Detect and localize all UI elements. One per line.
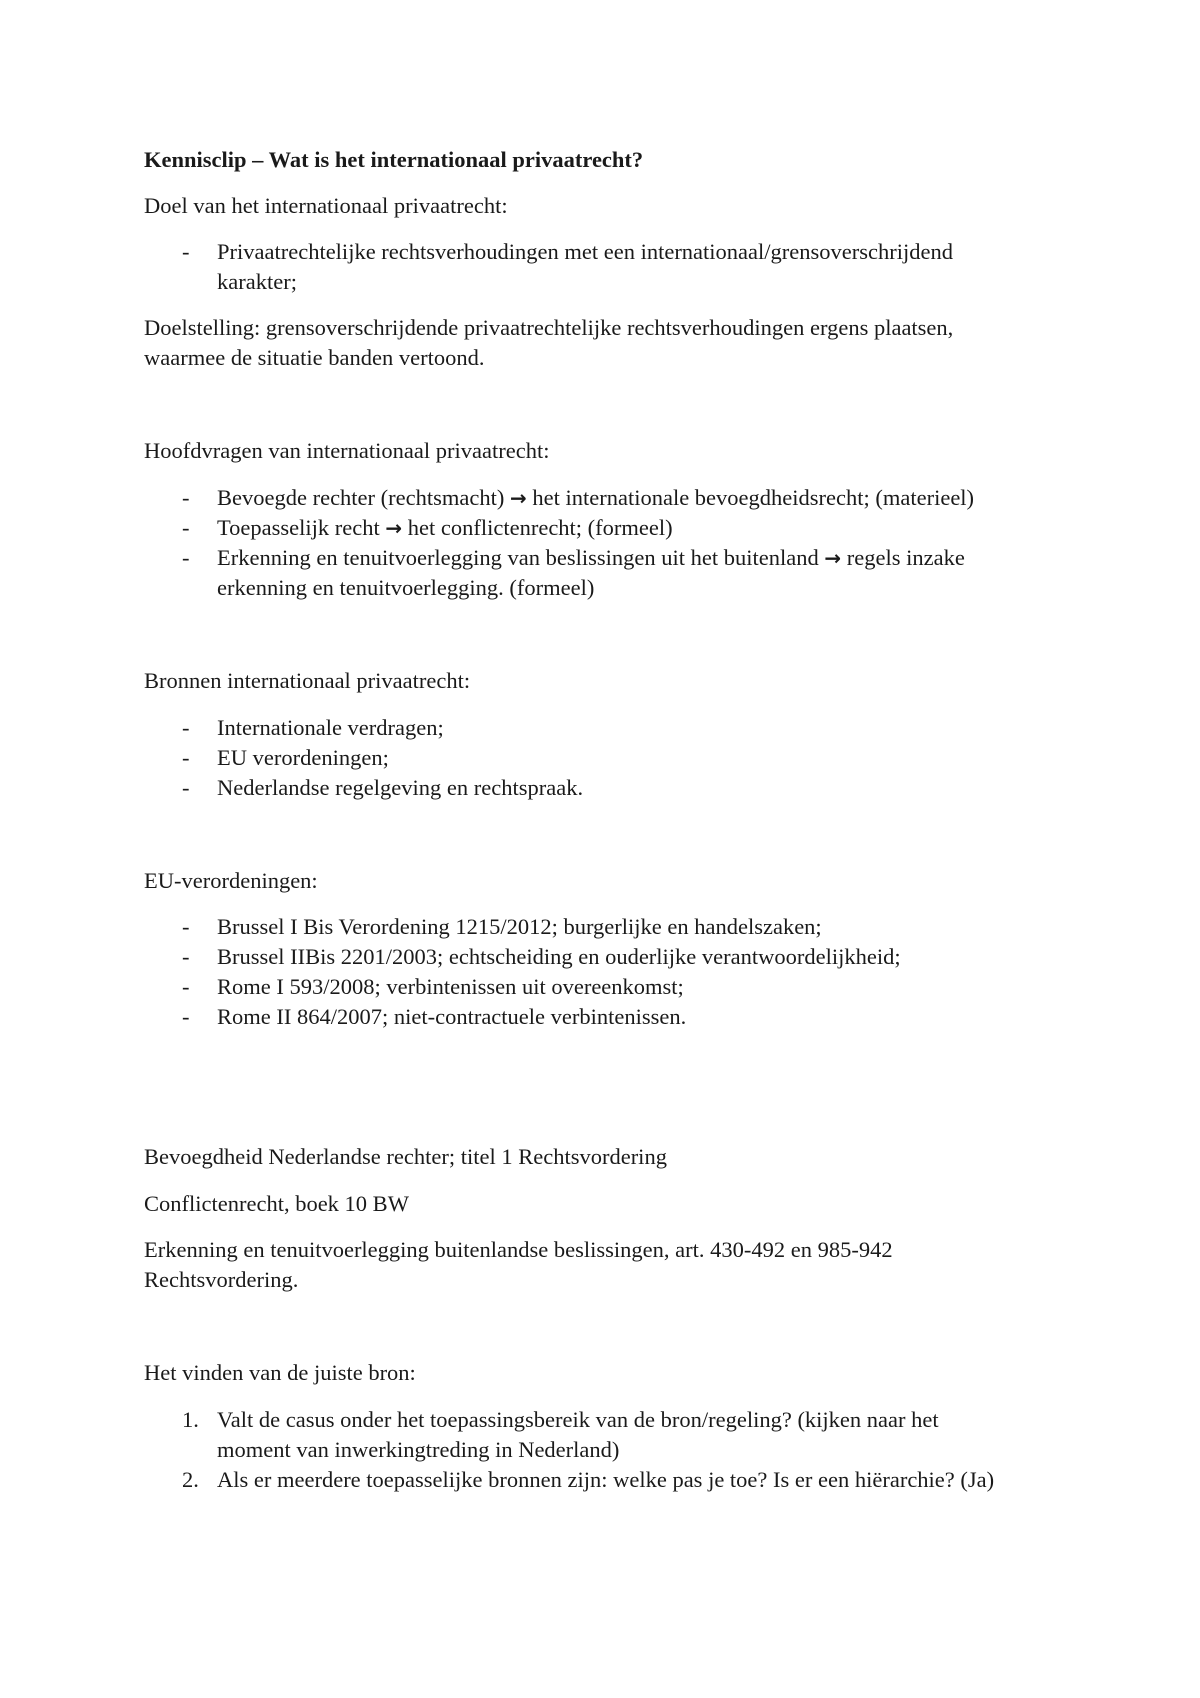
list-marker: - — [182, 745, 190, 770]
list-item-text: regels inzake — [841, 545, 965, 570]
list-marker: - — [182, 775, 190, 800]
erkenning-line: Rechtsvordering. — [144, 1267, 299, 1292]
list-item-continuation: moment van inwerkingtreding in Nederland) — [217, 1437, 620, 1462]
list-marker: 1. — [182, 1407, 199, 1432]
list-item-text: het internationale bevoegdheidsrecht; (materieel) — [526, 485, 975, 510]
list-item-text: Rome II 864/2007; niet-contractuele verbintenissen. — [217, 1004, 687, 1029]
list-item-continuation: erkenning en tenuitvoerlegging. (formeel) — [217, 575, 595, 600]
list-item-text: Bevoegde rechter (rechtsmacht) — [217, 485, 510, 510]
list-item-text: Internationale verdragen; — [217, 715, 444, 740]
list-item-text: Brussel I Bis Verordening 1215/2012; burgerlijke en handelszaken; — [217, 914, 822, 939]
arrow-right-icon: → — [509, 486, 527, 510]
list-item-text: Erkenning en tenuitvoerlegging van beslissingen uit het buitenland — [217, 545, 825, 570]
list-marker: - — [182, 974, 190, 999]
eu-heading: EU-verordeningen: — [144, 868, 318, 893]
conflictenrecht-line: Conflictenrecht, boek 10 BW — [144, 1191, 409, 1216]
list-item-text: Toepasselijk recht — [217, 515, 386, 540]
list-item-text: Nederlandse regelgeving en rechtspraak. — [217, 775, 584, 800]
list-item-text: Valt de casus onder het toepassingsbereik van de bron/regeling? (kijken naar het — [217, 1407, 939, 1432]
list-marker: - — [182, 515, 190, 540]
list-item-text: Privaatrechtelijke rechtsverhoudingen met een internationaal/grensoverschrijdend — [217, 239, 953, 264]
doelstelling-line: Doelstelling: grensoverschrijdende privaatrechtelijke rechtsverhoudingen ergens plaatsen, — [144, 315, 954, 340]
list-marker: - — [182, 944, 190, 969]
hoofdvragen-heading: Hoofdvragen van internationaal privaatrecht: — [144, 438, 550, 463]
list-item-continuation: karakter; — [217, 269, 297, 294]
erkenning-line: Erkenning en tenuitvoerlegging buitenlandse beslissingen, art. 430-492 en 985-942 — [144, 1237, 893, 1262]
doelstelling-line: waarmee de situatie banden vertoond. — [144, 345, 485, 370]
arrow-right-icon: → — [824, 546, 842, 570]
vinden-heading: Het vinden van de juiste bron: — [144, 1360, 416, 1385]
list-item-text: Als er meerdere toepasselijke bronnen zijn: welke pas je toe? Is er een hiërarchie? (Ja) — [217, 1467, 995, 1492]
doel-heading: Doel van het internationaal privaatrecht: — [144, 193, 508, 218]
list-marker: - — [182, 545, 190, 570]
list-item-text: Rome I 593/2008; verbintenissen uit overeenkomst; — [217, 974, 684, 999]
bronnen-heading: Bronnen internationaal privaatrecht: — [144, 668, 471, 693]
list-marker: 2. — [182, 1467, 199, 1492]
list-marker: - — [182, 239, 190, 264]
document-title: Kennisclip – Wat is het internationaal privaatrecht? — [144, 147, 644, 172]
list-item-text: EU verordeningen; — [217, 745, 389, 770]
list-marker: - — [182, 485, 190, 510]
list-item-text: het conflictenrecht; (formeel) — [402, 515, 673, 540]
list-marker: - — [182, 715, 190, 740]
list-marker: - — [182, 914, 190, 939]
arrow-right-icon: → — [385, 516, 403, 540]
list-marker: - — [182, 1004, 190, 1029]
bevoegdheid-line: Bevoegdheid Nederlandse rechter; titel 1 Rechtsvordering — [144, 1144, 667, 1169]
list-item-text: Brussel IIBis 2201/2003; echtscheiding en ouderlijke verantwoordelijkheid; — [217, 944, 901, 969]
